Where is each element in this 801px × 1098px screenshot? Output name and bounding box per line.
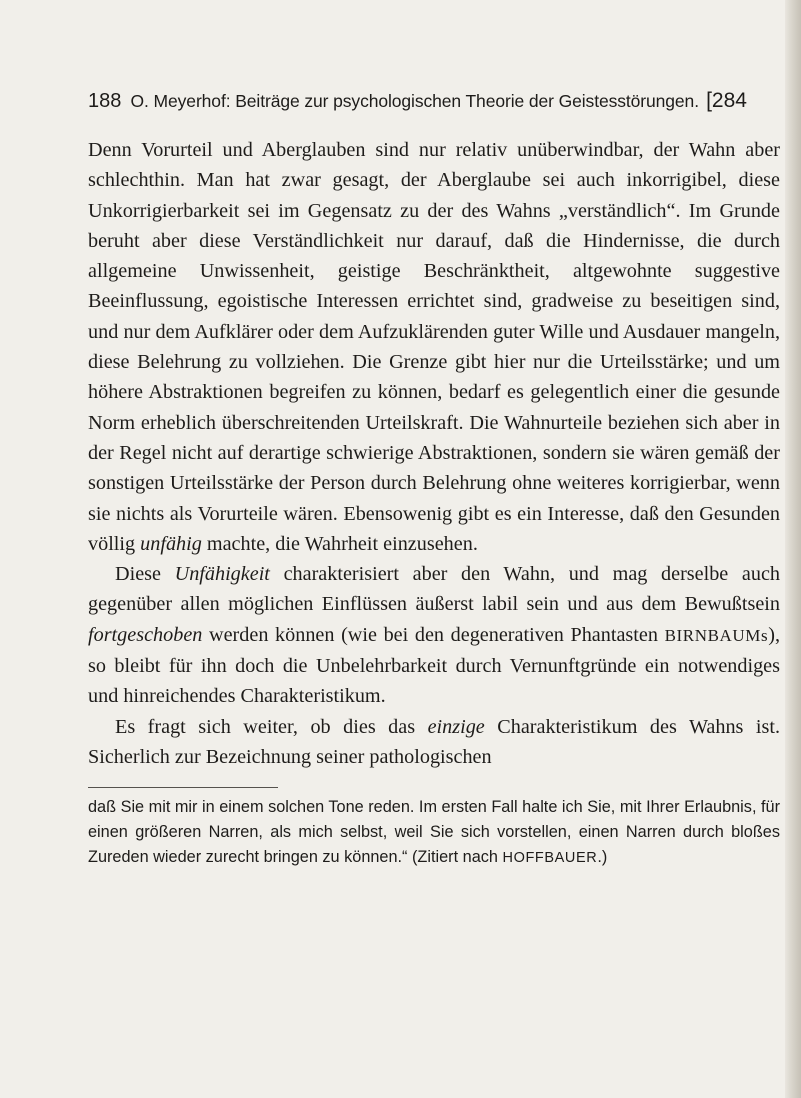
- author-name-hoffbauer: HOFFBAUER: [502, 849, 598, 866]
- paragraph-2-start: Diese: [115, 563, 161, 586]
- paragraph-3: [88, 712, 780, 773]
- paragraph-2-middle: charakterisiert aber den Wahn, und mag derselbe auch gegenüber allen möglichen Einflüssen äußerst labil sein und aus dem Bewußtsein: [88, 563, 781, 616]
- paragraph-2-middle-2: werden können (wie bei den degenerativen Phantasten: [209, 623, 658, 646]
- running-header: [88, 86, 778, 116]
- running-title: O. Meyerhof: Beiträge zur psychologischen Theorie der Geistesstörungen.: [130, 91, 699, 111]
- paragraph-1-text: Denn Vorurteil und Aberglauben sind nur relativ unüberwindbar, der Wahn aber schlechthin. Man hat zwar gesagt, der Aberglaube sei auch inkorrigibel, diese Unkorrigierbarkeit sei im Gegensatz zu der des Wahns „verständlich“. Im Grunde beruht aber diese Verständlichkeit nur darauf, daß die Hindernisse, die durch allgemeine Unwissenheit, geistige Beschränktheit, altgewohnte suggestive Beeinflussung, egoistische Interessen errichtet sind, gradweise zu beseitigen sind, und nur dem Aufklärer oder dem Aufzuklärenden guter Wille und Ausdauer mangeln, diese Belehrung zu vollziehen. Die Grenze gibt hier nur die Urteilsstärke; und um höhere Abstraktionen begreifen zu können, bedarf es gelegentlich einer die gesunde Norm erheblich überschreitenden Urteilskraft. Die Wahnurteile beziehen sich aber in der Regel nicht auf derartige schwierige Abstraktionen, sondern sie wären gemäß der sonstigen Urteilsstärke der Person durch Belehrung ohne weiteres korrigierbar, wenn sie nichts als Vorurteile wären. Ebensowenig gibt es ein Interesse, daß den Gesunden völlig: [88, 139, 780, 555]
- paragraph-1-emphasis: unfähig: [140, 532, 202, 555]
- footnote-rule: [88, 787, 278, 788]
- paragraph-2-emphasis-2: fortgeschoben: [88, 623, 203, 646]
- paragraph-1: [88, 135, 780, 559]
- paragraph-2: [88, 559, 780, 711]
- page-edge: [785, 0, 801, 1098]
- paragraph-3-emphasis: einzige: [427, 715, 485, 738]
- footnote: [88, 795, 780, 870]
- paragraph-3-end: Charakteristikum des Wahns ist. Sicherlich zur Bezeichnung seiner pathologischen: [88, 715, 781, 768]
- page-reference: [284: [706, 89, 747, 112]
- footnote-text: daß Sie mit mir in einem solchen Tone reden. Im ersten Fall halte ich Sie, mit Ihrer Erlaubnis, für einen größeren Narren, als mich selbst, weil Sie sich vorstellen, einen Narren durch bloßes Zureden wieder zurecht bringen zu können.“ (Zitiert nach: [88, 798, 780, 866]
- paragraph-2-emphasis-1: Unfähigkeit: [174, 563, 270, 586]
- paragraph-2-end: ), so bleibt für ihn doch die Unbelehrbarkeit durch Vernunftgründe ein notwendiges und hinreichendes Charakteristikum.: [88, 623, 780, 708]
- page-number: 188: [88, 90, 122, 112]
- paragraph-1-end: machte, die Wahrheit einzusehen.: [206, 532, 478, 555]
- body-text: [88, 135, 780, 772]
- author-name-birnbaum: BIRNBAUMs: [664, 625, 769, 645]
- paragraph-3-start: Es fragt sich weiter, ob dies das: [115, 715, 416, 738]
- footnote-end: .): [597, 847, 608, 866]
